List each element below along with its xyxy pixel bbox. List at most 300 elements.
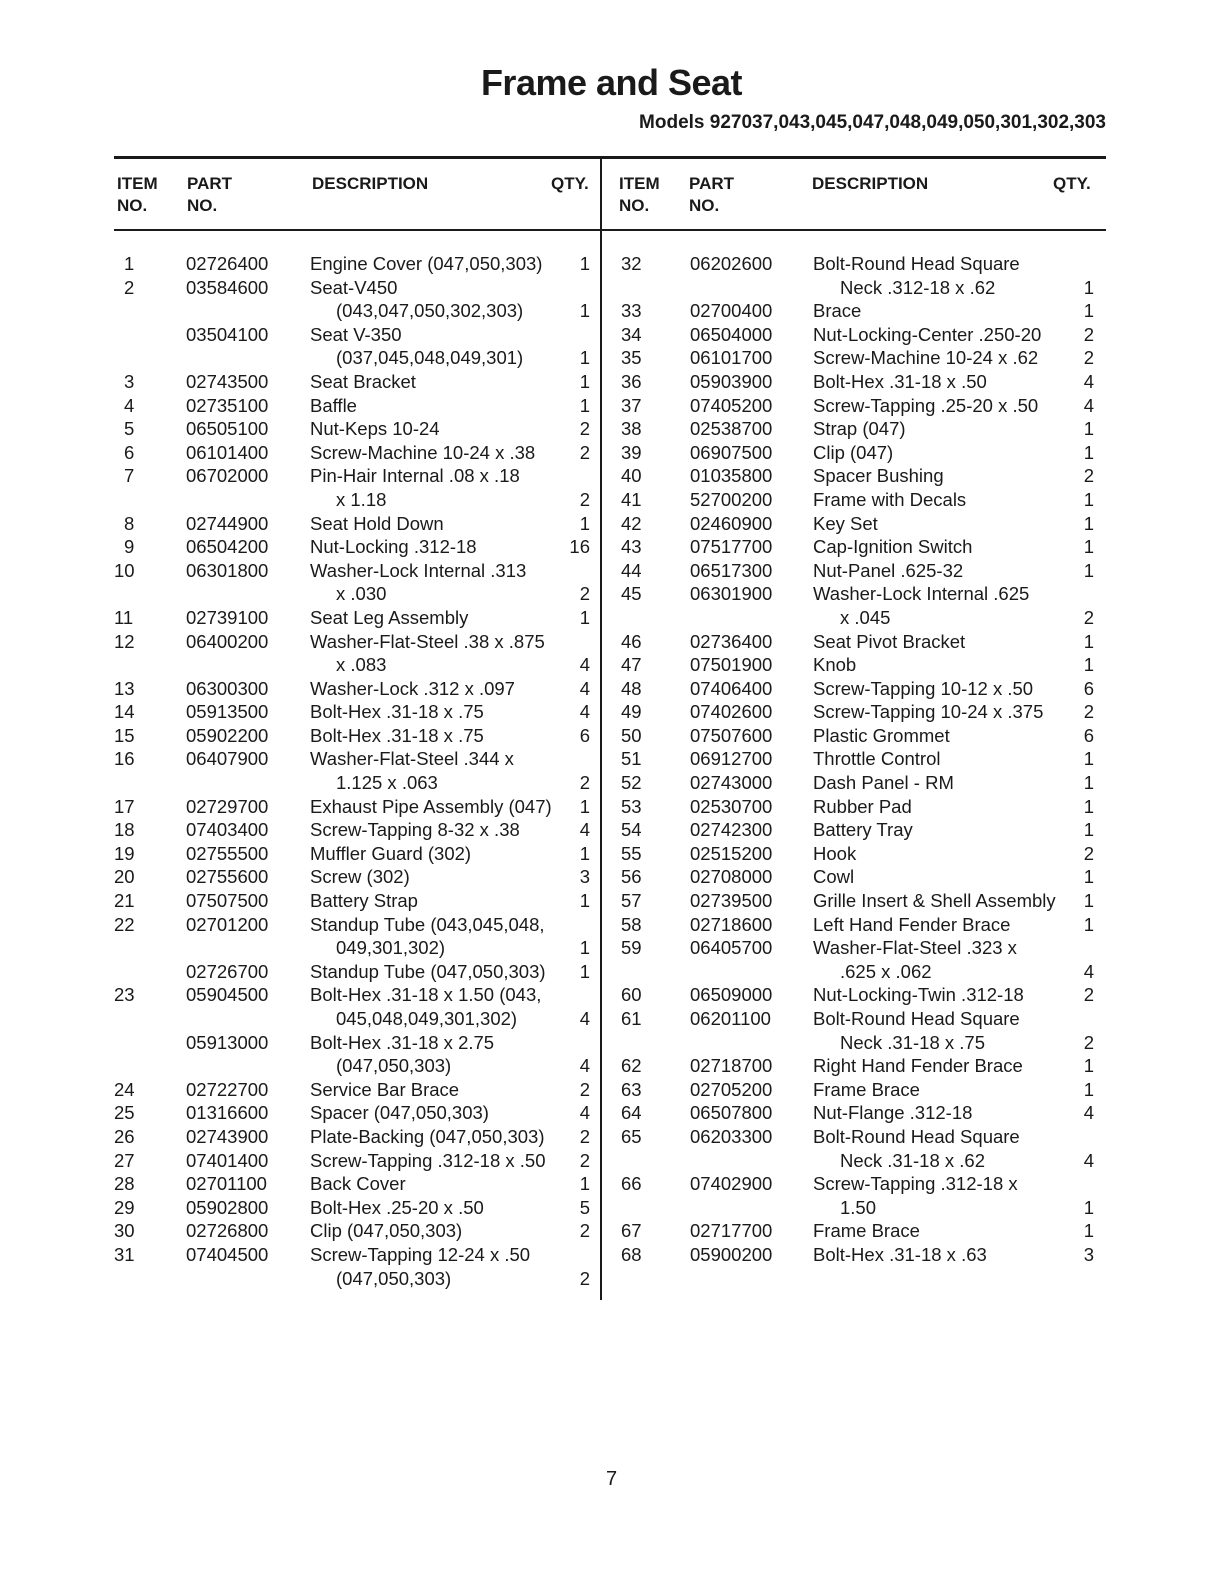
description-cell: Bolt-Hex .31-18 x .75: [310, 701, 484, 723]
part-no-cell: 06301900: [690, 583, 773, 605]
part-no-cell: 06517300: [690, 559, 773, 581]
part-no-cell: 06101700: [690, 347, 773, 369]
table-row: [602, 1007, 1223, 1031]
qty-cell: 2: [579, 1220, 590, 1242]
table-row: [0, 913, 600, 937]
item-no-cell: 62: [621, 1055, 642, 1077]
description-cell: Left Hand Fender Brace: [813, 913, 1011, 935]
description-cell: (043,047,050,302,303): [336, 300, 524, 322]
qty-cell: 2: [579, 1125, 590, 1147]
item-no-cell: 58: [621, 913, 642, 935]
qty-cell: 1: [579, 842, 590, 864]
description-cell: Bolt-Hex .31-18 x 1.50 (043,: [310, 984, 542, 1006]
qty-cell: 2: [579, 583, 590, 605]
item-no-cell: 21: [114, 890, 135, 912]
qty-cell: 1: [579, 1173, 590, 1195]
description-cell: Neck .31-18 x .75: [840, 1031, 985, 1053]
part-no-cell: 06400200: [186, 630, 269, 652]
item-no-cell: 26: [114, 1125, 135, 1147]
qty-cell: 4: [1083, 1102, 1094, 1124]
description-cell: Screw (302): [310, 866, 410, 888]
table-row: [0, 1125, 600, 1149]
table-row: [602, 889, 1223, 913]
item-no-cell: 31: [114, 1243, 135, 1265]
part-no-cell: 02726400: [186, 253, 269, 274]
top-rule: [114, 156, 1106, 159]
part-no-cell: 06301800: [186, 559, 269, 581]
item-no-cell: 46: [621, 630, 642, 652]
item-no-cell: 55: [621, 842, 642, 864]
qty-cell: 4: [579, 819, 590, 841]
description-cell: Seat Pivot Bracket: [813, 630, 966, 652]
qty-cell: 1: [1083, 772, 1094, 794]
item-no-cell: 35: [621, 347, 642, 369]
description-cell: Bolt-Round Head Square: [813, 1008, 1020, 1029]
part-no-cell: 02718600: [690, 913, 773, 935]
item-no-cell: 39: [621, 441, 642, 463]
part-no-cell: 07501900: [690, 654, 773, 676]
qty-cell: 4: [579, 677, 590, 699]
table-row: [602, 771, 1223, 795]
part-no-cell: 05903900: [690, 370, 773, 392]
qty-cell: 5: [579, 1196, 590, 1218]
table-row: [0, 394, 600, 418]
table-row: [0, 1031, 600, 1055]
header-part-no-right: PART NO.: [689, 174, 735, 215]
description-cell: 045,048,049,301,302): [336, 1008, 518, 1029]
table-row: [602, 606, 1223, 630]
table-row: [0, 252, 600, 276]
table-row: [602, 1031, 1223, 1055]
table-row: [602, 936, 1223, 960]
part-no-cell: 06504200: [186, 536, 269, 558]
description-cell: Bolt-Round Head Square: [813, 253, 1020, 274]
qty-cell: 2: [1083, 1031, 1094, 1053]
table-row: [602, 1196, 1223, 1220]
description-cell: Grille Insert & Shell Assembly: [813, 890, 1056, 912]
description-cell: Battery Strap: [310, 890, 418, 912]
description-cell: Screw-Machine 10-24 x .62: [813, 347, 1039, 369]
description-cell: Nut-Panel .625-32: [813, 559, 964, 581]
item-no-cell: 38: [621, 418, 642, 440]
part-no-cell: 05913500: [186, 701, 269, 723]
part-no-cell: 06509000: [690, 984, 773, 1006]
item-no-cell: 57: [621, 890, 642, 912]
description-cell: Knob: [813, 654, 857, 676]
item-no-cell: 32: [621, 253, 642, 274]
qty-cell: 3: [579, 866, 590, 888]
table-row: [602, 677, 1223, 701]
table-row: [602, 299, 1223, 323]
item-no-cell: 47: [621, 654, 642, 676]
description-cell: Screw-Tapping 12-24 x .50: [310, 1243, 531, 1265]
part-no-cell: 02742300: [690, 819, 773, 841]
item-no-cell: 7: [124, 465, 135, 487]
qty-cell: 2: [579, 418, 590, 440]
item-no-cell: 20: [114, 866, 135, 888]
part-no-cell: 02717700: [690, 1220, 773, 1242]
description-cell: Bolt-Hex .31-18 x .75: [310, 724, 484, 746]
item-no-cell: 54: [621, 819, 642, 841]
table-row: [602, 441, 1223, 465]
table-row: [602, 464, 1223, 488]
description-cell: Spacer Bushing: [813, 465, 944, 487]
table-row: [602, 1219, 1223, 1243]
description-cell: Frame Brace: [813, 1078, 920, 1100]
qty-cell: 1: [579, 253, 590, 274]
table-row: [602, 818, 1223, 842]
table-row: [602, 1243, 1223, 1267]
header-rule: [114, 229, 1106, 231]
description-cell: Clip (047,050,303): [310, 1220, 463, 1242]
qty-cell: 1: [1083, 630, 1094, 652]
qty-cell: 2: [1083, 465, 1094, 487]
description-cell: Plastic Grommet: [813, 724, 950, 746]
description-cell: Throttle Control: [813, 748, 941, 770]
description-cell: Battery Tray: [813, 819, 913, 841]
table-row: [602, 960, 1223, 984]
part-no-cell: 02739500: [690, 890, 773, 912]
part-no-cell: 07403400: [186, 819, 269, 841]
part-no-cell: 06907500: [690, 441, 773, 463]
table-row: [0, 1101, 600, 1125]
qty-cell: 3: [1083, 1243, 1094, 1265]
table-row: [0, 983, 600, 1007]
part-no-cell: 02722700: [186, 1078, 269, 1100]
part-no-cell: 02743900: [186, 1125, 269, 1147]
table-row: [0, 818, 600, 842]
item-no-cell: 30: [114, 1220, 135, 1242]
item-no-cell: 63: [621, 1078, 642, 1100]
part-no-cell: 06203300: [690, 1125, 773, 1147]
item-no-cell: 56: [621, 866, 642, 888]
part-no-cell: 07402600: [690, 701, 773, 723]
item-no-cell: 50: [621, 724, 642, 746]
description-cell: Muffler Guard (302): [310, 842, 472, 864]
table-row: [602, 512, 1223, 536]
description-cell: Seat Hold Down: [310, 512, 444, 534]
part-no-cell: 06405700: [690, 937, 773, 959]
qty-cell: 1: [579, 606, 590, 628]
table-row: [0, 1149, 600, 1173]
table-row: [602, 700, 1223, 724]
description-cell: x 1.18: [336, 488, 387, 510]
description-cell: Service Bar Brace: [310, 1078, 460, 1100]
description-cell: Rubber Pad: [813, 795, 912, 817]
description-cell: Back Cover: [310, 1173, 406, 1195]
qty-cell: 2: [1083, 701, 1094, 723]
table-row: [602, 724, 1223, 748]
description-cell: Nut-Flange .312-18: [813, 1102, 973, 1124]
description-cell: Bolt-Hex .31-18 x .50: [813, 370, 987, 392]
item-no-cell: 42: [621, 512, 642, 534]
part-no-cell: 02729700: [186, 795, 269, 817]
table-row: [0, 842, 600, 866]
item-no-cell: 2: [124, 276, 135, 298]
item-no-cell: 37: [621, 394, 642, 416]
table-row: [0, 936, 600, 960]
part-no-cell: 01316600: [186, 1102, 269, 1124]
table-row: [0, 464, 600, 488]
part-no-cell: 07406400: [690, 677, 773, 699]
qty-cell: 2: [579, 1078, 590, 1100]
item-no-cell: 36: [621, 370, 642, 392]
part-no-cell: 02700400: [690, 300, 773, 322]
qty-cell: 1: [579, 795, 590, 817]
models-subtitle: Models 927037,043,045,047,048,049,050,301,302,303: [639, 112, 1106, 133]
item-no-cell: 13: [114, 677, 135, 699]
table-row: [602, 276, 1223, 300]
item-no-cell: 59: [621, 937, 642, 959]
description-cell: Exhaust Pipe Assembly (047): [310, 795, 552, 817]
item-no-cell: 60: [621, 984, 642, 1006]
item-no-cell: 68: [621, 1243, 642, 1265]
description-cell: Neck .31-18 x .62: [840, 1149, 985, 1171]
description-cell: (047,050,303): [336, 1267, 452, 1289]
part-no-cell: 06407900: [186, 748, 269, 770]
description-cell: Cap-Ignition Switch: [813, 536, 973, 558]
qty-cell: 6: [1083, 677, 1094, 699]
description-cell: Key Set: [813, 512, 878, 534]
item-no-cell: 10: [114, 559, 135, 581]
table-row: [602, 1172, 1223, 1196]
qty-cell: 1: [1083, 418, 1094, 440]
item-no-cell: 22: [114, 913, 135, 935]
part-no-cell: 02705200: [690, 1078, 773, 1100]
table-row: [602, 1078, 1223, 1102]
table-row: [0, 677, 600, 701]
table-row: [602, 323, 1223, 347]
description-cell: Clip (047): [813, 441, 894, 463]
header-item-no-left: ITEM NO.: [117, 174, 158, 215]
description-cell: Screw-Tapping .312-18 x: [813, 1173, 1018, 1195]
table-row: [602, 535, 1223, 559]
description-cell: Nut-Locking-Center .250-20: [813, 323, 1042, 345]
qty-cell: 2: [579, 488, 590, 510]
table-row: [602, 394, 1223, 418]
part-no-cell: 02538700: [690, 418, 773, 440]
item-no-cell: 27: [114, 1149, 135, 1171]
part-no-cell: 02701100: [186, 1173, 267, 1195]
qty-cell: 1: [1083, 488, 1094, 510]
description-cell: Nut-Locking-Twin .312-18: [813, 984, 1024, 1006]
table-row: [0, 865, 600, 889]
table-row: [0, 630, 600, 654]
parts-table-left: [0, 252, 600, 1290]
qty-cell: 1: [1083, 512, 1094, 534]
description-cell: Right Hand Fender Brace: [813, 1055, 1023, 1077]
part-no-cell: 05902800: [186, 1196, 269, 1218]
header-item-no-right: ITEM NO.: [619, 174, 660, 215]
description-cell: Plate-Backing (047,050,303): [310, 1125, 545, 1147]
part-no-cell: 52700200: [690, 488, 773, 510]
qty-cell: 1: [579, 394, 590, 416]
header-part-no-left: PART NO.: [187, 174, 233, 215]
item-no-cell: 12: [114, 630, 135, 652]
description-cell: Cowl: [813, 866, 855, 888]
description-cell: 1.50: [840, 1196, 877, 1218]
part-no-cell: 02735100: [186, 394, 269, 416]
part-no-cell: 07402900: [690, 1173, 773, 1195]
description-cell: Nut-Locking .312-18: [310, 536, 477, 558]
description-cell: Neck .312-18 x .62: [840, 276, 996, 298]
table-row: [0, 582, 600, 606]
description-cell: Standup Tube (047,050,303): [310, 960, 546, 982]
description-cell: Frame with Decals: [813, 488, 967, 510]
table-row: [602, 252, 1223, 276]
item-no-cell: 64: [621, 1102, 642, 1124]
qty-cell: 1: [579, 512, 590, 534]
table-row: [602, 582, 1223, 606]
description-cell: Frame Brace: [813, 1220, 920, 1242]
table-row: [602, 983, 1223, 1007]
part-no-cell: 02755500: [186, 842, 269, 864]
item-no-cell: 66: [621, 1173, 642, 1195]
part-no-cell: 02530700: [690, 795, 773, 817]
description-cell: Screw-Tapping .25-20 x .50: [813, 394, 1039, 416]
qty-cell: 4: [579, 701, 590, 723]
qty-cell: 16: [569, 536, 590, 558]
item-no-cell: 53: [621, 795, 642, 817]
table-row: [0, 1007, 600, 1031]
table-row: [602, 653, 1223, 677]
qty-cell: 1: [1083, 748, 1094, 770]
qty-cell: 4: [1083, 370, 1094, 392]
part-no-cell: 02701200: [186, 913, 269, 935]
description-cell: Bolt-Round Head Square: [813, 1125, 1020, 1147]
part-no-cell: 02755600: [186, 866, 269, 888]
qty-cell: 2: [579, 441, 590, 463]
part-no-cell: 07507500: [186, 890, 269, 912]
part-no-cell: 05904500: [186, 984, 269, 1006]
table-row: [0, 417, 600, 441]
table-row: [602, 1054, 1223, 1078]
table-row: [0, 370, 600, 394]
description-cell: Washer-Flat-Steel .344 x: [310, 748, 514, 770]
description-cell: (037,045,048,049,301): [336, 347, 524, 369]
description-cell: Washer-Flat-Steel .323 x: [813, 937, 1017, 959]
part-no-cell: 06101400: [186, 441, 269, 463]
part-no-cell: 07507600: [690, 724, 773, 746]
part-no-cell: 02726700: [186, 960, 269, 982]
description-cell: Bolt-Hex .31-18 x .63: [813, 1243, 987, 1265]
qty-cell: 6: [579, 724, 590, 746]
item-no-cell: 8: [124, 512, 135, 534]
qty-cell: 4: [579, 1102, 590, 1124]
description-cell: Screw-Tapping .312-18 x .50: [310, 1149, 546, 1171]
description-cell: Seat Bracket: [310, 370, 416, 392]
table-row: [0, 323, 600, 347]
qty-cell: 4: [579, 1008, 590, 1029]
table-row: [0, 276, 600, 300]
table-row: [602, 842, 1223, 866]
table-row: [602, 1125, 1223, 1149]
table-row: [602, 1101, 1223, 1125]
description-cell: Brace: [813, 300, 862, 322]
qty-cell: 1: [1083, 559, 1094, 581]
part-no-cell: 07401400: [186, 1149, 269, 1171]
item-no-cell: 5: [124, 418, 135, 440]
description-cell: Seat Leg Assembly: [310, 606, 469, 628]
part-no-cell: 02736400: [690, 630, 773, 652]
table-row: [0, 1267, 600, 1291]
qty-cell: 2: [1083, 842, 1094, 864]
table-row: [602, 630, 1223, 654]
table-row: [0, 1196, 600, 1220]
description-cell: Seat V-350: [310, 323, 402, 345]
table-row: [602, 559, 1223, 583]
description-cell: 049,301,302): [336, 937, 446, 959]
part-no-cell: 06504000: [690, 323, 773, 345]
qty-cell: 1: [579, 347, 590, 369]
qty-cell: 2: [1083, 347, 1094, 369]
description-cell: (047,050,303): [336, 1055, 452, 1077]
table-row: [0, 606, 600, 630]
part-no-cell: 03584600: [186, 276, 269, 298]
qty-cell: 1: [1083, 441, 1094, 463]
qty-cell: 1: [579, 937, 590, 959]
table-row: [0, 1243, 600, 1267]
description-cell: Bolt-Hex .31-18 x 2.75: [310, 1031, 495, 1053]
part-no-cell: 02743000: [690, 772, 773, 794]
description-cell: Washer-Lock Internal .313: [310, 559, 527, 581]
table-row: [602, 913, 1223, 937]
item-no-cell: 44: [621, 559, 642, 581]
page-title: Frame and Seat: [480, 62, 743, 103]
item-no-cell: 34: [621, 323, 642, 345]
header-description-right: DESCRIPTION: [812, 174, 929, 193]
item-no-cell: 65: [621, 1125, 642, 1147]
item-no-cell: 23: [114, 984, 135, 1006]
qty-cell: 6: [1083, 724, 1094, 746]
description-cell: Hook: [813, 842, 857, 864]
item-no-cell: 15: [114, 724, 135, 746]
table-row: [0, 512, 600, 536]
description-cell: Screw-Tapping 10-12 x .50: [813, 677, 1034, 699]
part-no-cell: 07517700: [690, 536, 773, 558]
table-row: [602, 865, 1223, 889]
qty-cell: 1: [1083, 913, 1094, 935]
table-row: [0, 889, 600, 913]
qty-cell: 1: [1083, 795, 1094, 817]
item-no-cell: 51: [621, 748, 642, 770]
part-no-cell: 06300300: [186, 677, 269, 699]
part-no-cell: 06202600: [690, 253, 773, 274]
description-cell: .625 x .062: [840, 960, 932, 982]
item-no-cell: 17: [114, 795, 135, 817]
qty-cell: 1: [1083, 654, 1094, 676]
header-qty-right: QTY.: [1053, 174, 1091, 193]
part-no-cell: 02739100: [186, 606, 269, 628]
qty-cell: 2: [1083, 323, 1094, 345]
part-no-cell: 05900200: [690, 1243, 773, 1265]
part-no-cell: 05913000: [186, 1031, 269, 1053]
item-no-cell: 6: [124, 441, 135, 463]
description-cell: x .045: [840, 606, 891, 628]
part-no-cell: 05902200: [186, 724, 269, 746]
qty-cell: 4: [1083, 1149, 1094, 1171]
description-cell: Bolt-Hex .25-20 x .50: [310, 1196, 484, 1218]
description-cell: Standup Tube (043,045,048,: [310, 913, 545, 935]
table-row: [0, 960, 600, 984]
part-no-cell: 02460900: [690, 512, 773, 534]
item-no-cell: 18: [114, 819, 135, 841]
description-cell: Washer-Lock Internal .625: [813, 583, 1030, 605]
item-no-cell: 24: [114, 1078, 135, 1100]
item-no-cell: 43: [621, 536, 642, 558]
part-no-cell: 02515200: [690, 842, 773, 864]
qty-cell: 1: [579, 300, 590, 322]
